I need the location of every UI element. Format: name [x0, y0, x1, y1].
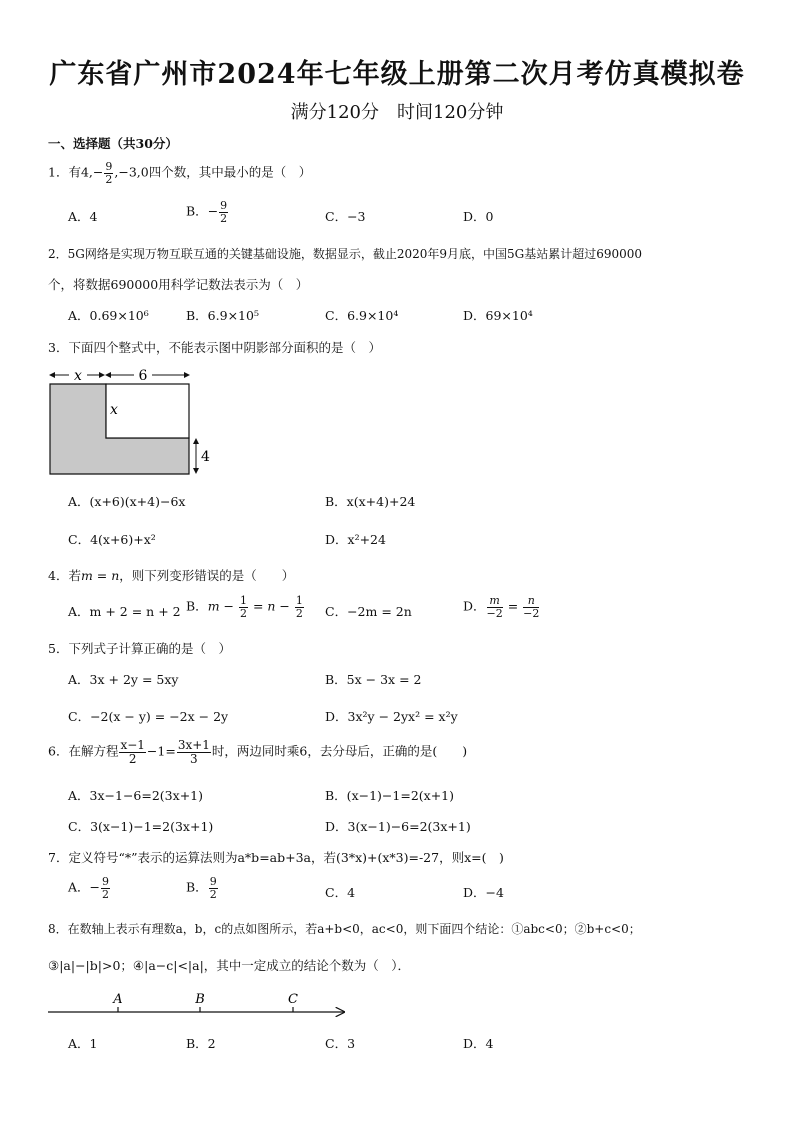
question-2-line1: 2．5G网络是实现万物互联互通的关键基础设施，数据显示，截止2020年9月底，中国5G基站累计超过690000 [48, 247, 643, 261]
question-8-line1: 8．在数轴上表示有理数a，b，c的点如图所示，若a+b<0，ac<0，则下面四个结论：①abc<0；②b+c<0； [48, 922, 641, 936]
q7-option-a[interactable]: A．− $\frac{9}{2}$ [68, 875, 110, 901]
section-heading: 一、选择题（共30分） [48, 136, 178, 151]
q3-label-6: 6 [138, 368, 148, 384]
q1-option-d[interactable]: D．0 [463, 209, 494, 224]
q5-option-c[interactable]: C．−2(x − y) = −2x − 2y [68, 709, 229, 724]
q3-option-c[interactable]: C．4(x+6)+x² [68, 532, 156, 547]
question-5: 5．下列式子计算正确的是（ ） [48, 641, 231, 656]
q8-label-b: B [195, 992, 205, 1007]
q3-white-rect [106, 384, 189, 438]
q7-option-d[interactable]: D．−4 [463, 885, 504, 900]
question-7: 7．定义符号“*”表示的运算法则为a*b=ab+3a，若(3*x)+(x*3)=-27，则x=( ) [48, 850, 504, 865]
question-4: 4．若m = n，则下列变形错误的是（ ） [48, 568, 295, 583]
page-title: 广东省广州市2024年七年级上册第二次月考仿真模拟卷 [49, 59, 745, 90]
q2-option-c[interactable]: C．6.9×10⁴ [325, 308, 399, 323]
q4-option-b[interactable]: B．m − $\frac{1}{2}$ = n − $\frac{1}{2}$ [186, 594, 303, 620]
q8-option-a[interactable]: A．1 [68, 1036, 98, 1051]
q7-option-b[interactable]: B． $\frac{9}{2}$ [186, 875, 217, 901]
q5-option-b[interactable]: B．5x − 3x = 2 [325, 672, 422, 687]
q8-label-c: C [288, 992, 298, 1007]
q1-option-c[interactable]: C．−3 [325, 209, 366, 224]
q3-label-x-inner: x [110, 402, 118, 418]
q4-option-c[interactable]: C．−2m = 2n [325, 604, 412, 619]
q6-option-d[interactable]: D．3(x−1)−6=2(3x+1) [325, 819, 471, 834]
q2-option-d[interactable]: D．69×10⁴ [463, 308, 533, 323]
q2-option-b[interactable]: B．6.9×10⁵ [186, 308, 259, 323]
q3-option-d[interactable]: D．x²+24 [325, 532, 386, 547]
q3-label-4: 4 [201, 449, 210, 465]
question-3: 3．下面四个整式中，不能表示图中阴影部分面积的是（ ） [48, 340, 381, 355]
q4-option-a[interactable]: A．m + 2 = n + 2 [68, 604, 181, 619]
question-6: 6．在解方程 $\frac{x-1}{2}$ −1= $\frac{3x+1}{3}$ 时，两边同时乘6，去分母后，正确的是( ) [48, 738, 468, 766]
q6-option-b[interactable]: B．(x−1)−1=2(x+1) [325, 788, 454, 803]
q6-option-c[interactable]: C．3(x−1)−1=2(3x+1) [68, 819, 214, 834]
q1-text-pre: 1．有4, [48, 164, 93, 180]
q8-number-line [44, 988, 354, 1024]
q1-option-a[interactable]: A．4 [68, 209, 98, 224]
q7-option-c[interactable]: C．4 [325, 885, 356, 900]
q1-option-b[interactable]: B．− $\frac{9}{2}$ [186, 199, 228, 225]
q3-option-b[interactable]: B．x(x+4)+24 [325, 494, 416, 509]
q4-option-d[interactable]: D． $\frac{m}{-2}$ = $\frac{n}{-2}$ [463, 594, 540, 620]
q3-option-a[interactable]: A．(x+6)(x+4)−6x [68, 494, 186, 509]
q6-option-a[interactable]: A．3x−1−6=2(3x+1) [68, 788, 203, 803]
q1-text-post: ,−3,0四个数，其中最小的是（ ） [114, 164, 312, 180]
question-1: 1．有4,− $\frac{9}{2}$ ,−3,0四个数，其中最小的是（ ） [48, 160, 312, 186]
q8-option-c[interactable]: C．3 [325, 1036, 356, 1051]
question-8-line2: ③|a|−|b|>0；④|a−c|<|a|，其中一定成立的结论个数为（ ）． [48, 958, 411, 973]
q2-option-a[interactable]: A．0.69×10⁶ [68, 308, 149, 323]
q8-label-a: A [113, 992, 123, 1007]
q8-option-b[interactable]: B．2 [186, 1036, 216, 1051]
page-subtitle: 满分120分 时间120分钟 [290, 102, 504, 123]
q5-option-a[interactable]: A．3x + 2y = 5xy [68, 672, 179, 687]
question-2-line2: 个，将数据690000用科学记数法表示为（ ） [48, 277, 309, 292]
q5-option-d[interactable]: D．3x²y − 2yx² = x²y [325, 709, 458, 724]
q1-fraction: $\frac{9}{2}$ [105, 160, 113, 186]
q8-option-d[interactable]: D．4 [463, 1036, 494, 1051]
q3-figure [44, 364, 224, 479]
q3-label-x-top: x [74, 368, 82, 384]
